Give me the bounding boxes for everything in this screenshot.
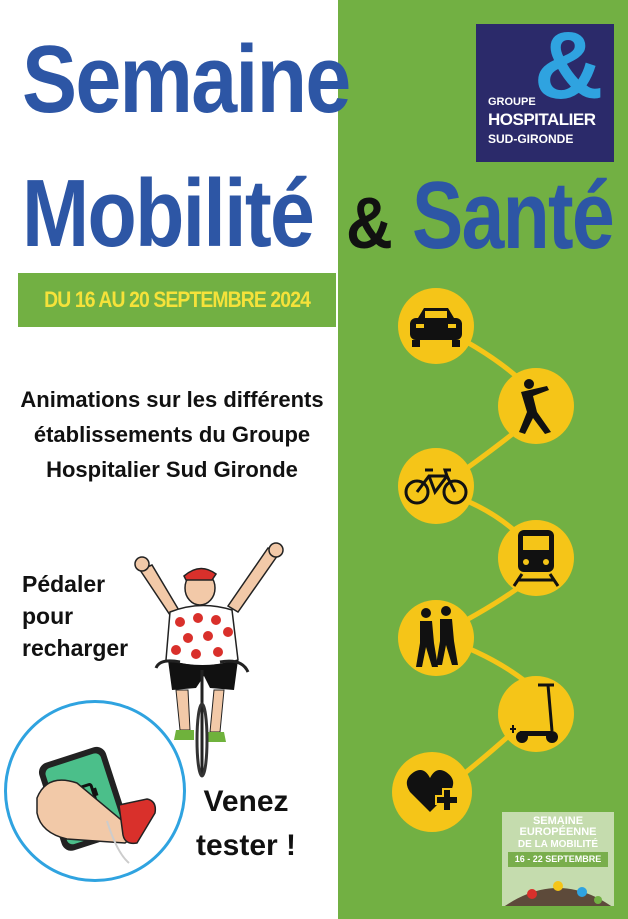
european-mobility-week-badge bbox=[502, 812, 614, 906]
euro-badge-dates: 16 - 22 SEPTEMBRE bbox=[508, 852, 608, 867]
bicycle-circle bbox=[398, 448, 474, 524]
pedal-line-2: pour bbox=[22, 603, 74, 629]
title-semaine: Semaine bbox=[22, 26, 350, 133]
title-ampersand: & bbox=[346, 184, 391, 264]
heart-plus-icon bbox=[406, 768, 458, 816]
walking-circle bbox=[398, 600, 474, 676]
pedal-text bbox=[22, 568, 128, 664]
cta-line-1: Venez bbox=[203, 785, 289, 818]
euro-badge-illustration bbox=[502, 868, 614, 906]
animations-text bbox=[4, 382, 340, 487]
icon-chain-path bbox=[338, 280, 628, 840]
bicycle-icon bbox=[403, 466, 469, 506]
stretching-circle bbox=[498, 368, 574, 444]
euro-badge-line-3: DE LA MOBILITÉ bbox=[517, 839, 599, 850]
phone-in-hand-icon bbox=[7, 703, 183, 879]
logo-line-3: SUD-GIRONDE bbox=[488, 132, 574, 146]
euro-europeenne: EUROPÉENNE bbox=[519, 826, 597, 838]
logo-line-1: GROUPE bbox=[488, 96, 536, 108]
pedal-line-3: recharger bbox=[22, 635, 129, 661]
call-to-action bbox=[196, 780, 296, 868]
title-sante: Santé bbox=[412, 162, 614, 269]
pedal-line-1: Pédaler bbox=[22, 571, 106, 597]
train-icon bbox=[512, 528, 560, 588]
scooter-circle bbox=[498, 676, 574, 752]
health-circle bbox=[392, 752, 472, 832]
train-circle bbox=[498, 520, 574, 596]
electric-scooter-icon bbox=[508, 681, 564, 747]
logo-symbol: & bbox=[534, 12, 600, 119]
car-circle bbox=[398, 288, 474, 364]
animations-line-2: établissements du Groupe bbox=[33, 422, 311, 447]
date-banner bbox=[18, 273, 336, 327]
animations-line-1: Animations sur les différents bbox=[20, 387, 324, 412]
euro-semaine: SEMAINE bbox=[532, 815, 584, 827]
hospital-logo bbox=[476, 12, 614, 162]
stretching-person-icon bbox=[511, 376, 561, 436]
walking-people-icon bbox=[408, 605, 464, 671]
animations-line-3: Hospitalier Sud Gironde bbox=[46, 457, 298, 482]
cta-line-2: tester ! bbox=[196, 829, 297, 862]
phone-charging-illustration bbox=[4, 700, 186, 882]
logo-line-2: HOSPITALIER bbox=[488, 110, 596, 129]
date-text: DU 16 AU 20 SEPTEMBRE 2024 bbox=[44, 287, 310, 312]
title-mobilite: Mobilité bbox=[22, 160, 314, 267]
car-icon bbox=[406, 304, 466, 348]
euro-badge-line-1 bbox=[502, 816, 614, 838]
